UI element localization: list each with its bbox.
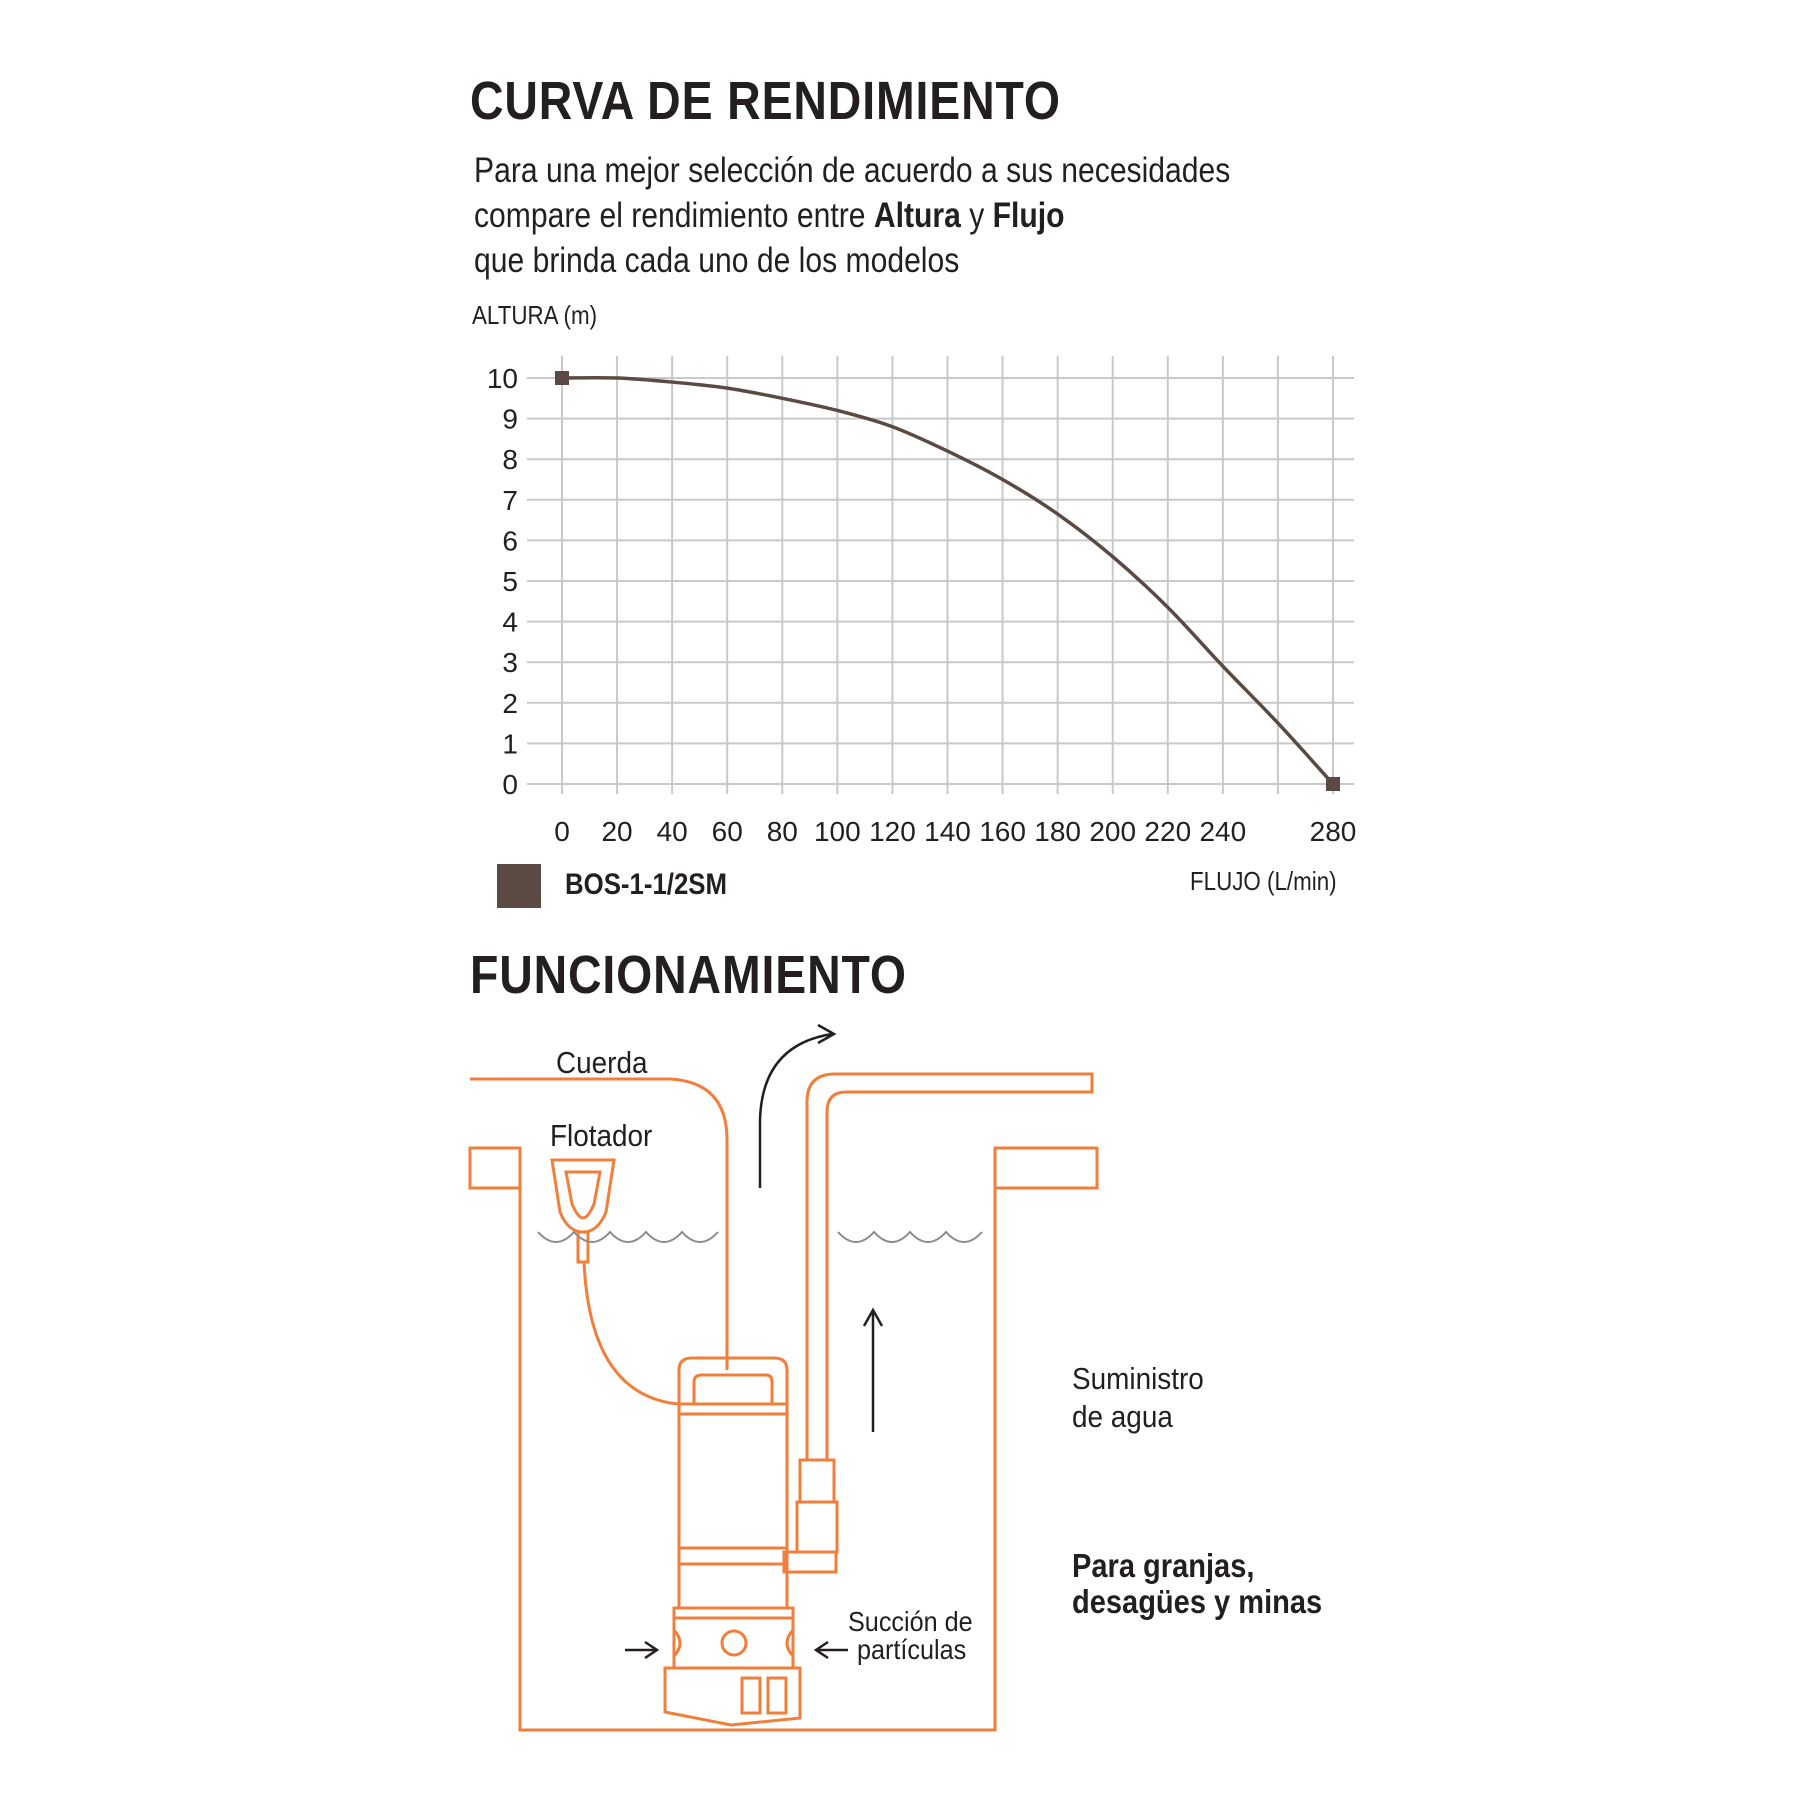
x-tick-label: 220 [1144, 816, 1192, 847]
x-tick-label: 100 [813, 816, 861, 847]
subtitle-flujo: Flujo [992, 196, 1065, 235]
x-tick-label: 120 [869, 816, 916, 847]
label-suction [848, 1608, 973, 1664]
label-suction-2: partículas [857, 1634, 967, 1665]
x-tick-label: 160 [979, 816, 1026, 847]
pipe-coupling [800, 1460, 834, 1502]
pump-body [679, 1414, 787, 1548]
subtitle-altura: Altura [873, 196, 961, 235]
label-supply [1072, 1360, 1204, 1436]
x-tick-label: 280 [1309, 816, 1357, 847]
x-tick-label: 0 [554, 816, 570, 847]
y-tick-label: 6 [502, 525, 518, 557]
x-tick-label: 80 [766, 816, 798, 847]
label-float: Flotador [550, 1118, 653, 1153]
y-tick-label: 9 [502, 403, 518, 435]
label-use [1072, 1548, 1322, 1620]
label-supply-2: de agua [1072, 1399, 1173, 1434]
x-tick-label: 20 [601, 816, 633, 847]
subtitle-line-2-c: y [960, 196, 993, 235]
subtitle-line-2-a: compare el rendimiento entre [474, 196, 874, 235]
label-rope: Cuerda [556, 1045, 648, 1080]
label-use-2: desagües y minas [1072, 1583, 1323, 1620]
foot-slot-2 [768, 1678, 786, 1713]
y-tick-label: 8 [502, 444, 518, 476]
label-use-1: Para granjas, [1072, 1547, 1255, 1584]
y-tick-label: 0 [502, 769, 518, 800]
subtitle-line-1: Para una mejor selección de acuerdo a sus necesidades [474, 151, 1231, 190]
pump-intake [674, 1618, 793, 1668]
pipe-nut [797, 1502, 837, 1552]
y-tick-label: 1 [502, 728, 518, 760]
x-tick-label: 240 [1199, 816, 1247, 847]
label-supply-1: Suministro [1072, 1361, 1204, 1396]
float-inner [566, 1172, 600, 1218]
pump-band [679, 1548, 787, 1564]
y-tick-label: 4 [502, 606, 518, 638]
x-tick-label: 180 [1034, 816, 1082, 847]
water-waves-left [538, 1232, 718, 1242]
pump-handle-inner [694, 1375, 772, 1404]
intake-hole-center [722, 1631, 746, 1655]
operation-title: FUNCIONAMIENTO [470, 945, 907, 1005]
discharge-pipe [807, 1074, 1092, 1460]
legend-label: BOS-1-1/2SM [565, 868, 728, 901]
y-axis-title: ALTURA (m) [472, 300, 598, 330]
x-tick-label: 40 [656, 816, 688, 847]
x-tick-label: 200 [1089, 816, 1137, 847]
ground-left [470, 1148, 520, 1188]
x-tick-label: 140 [924, 816, 971, 847]
label-suction-1: Succión de [848, 1606, 973, 1637]
y-tick-label: 5 [502, 566, 518, 597]
y-tick-label: 7 [502, 484, 518, 516]
float-cable [584, 1262, 678, 1404]
performance-title: CURVA DE RENDIMIENTO [470, 71, 1061, 131]
y-tick-label: 10 [486, 363, 518, 394]
water-waves-right [838, 1232, 982, 1242]
pump-motor [679, 1564, 787, 1608]
subtitle-line-3: que brinda cada uno de los modelos [474, 241, 960, 280]
x-axis-title: FLUJO (L/min) [1190, 866, 1337, 896]
ground-right [995, 1148, 1097, 1188]
outlet-elbow [784, 1552, 836, 1572]
discharge-arrow [760, 1034, 832, 1188]
y-tick-label: 3 [502, 647, 518, 679]
y-tick-label: 2 [502, 687, 518, 719]
x-tick-label: 60 [711, 816, 743, 847]
foot-slot-1 [742, 1678, 760, 1713]
